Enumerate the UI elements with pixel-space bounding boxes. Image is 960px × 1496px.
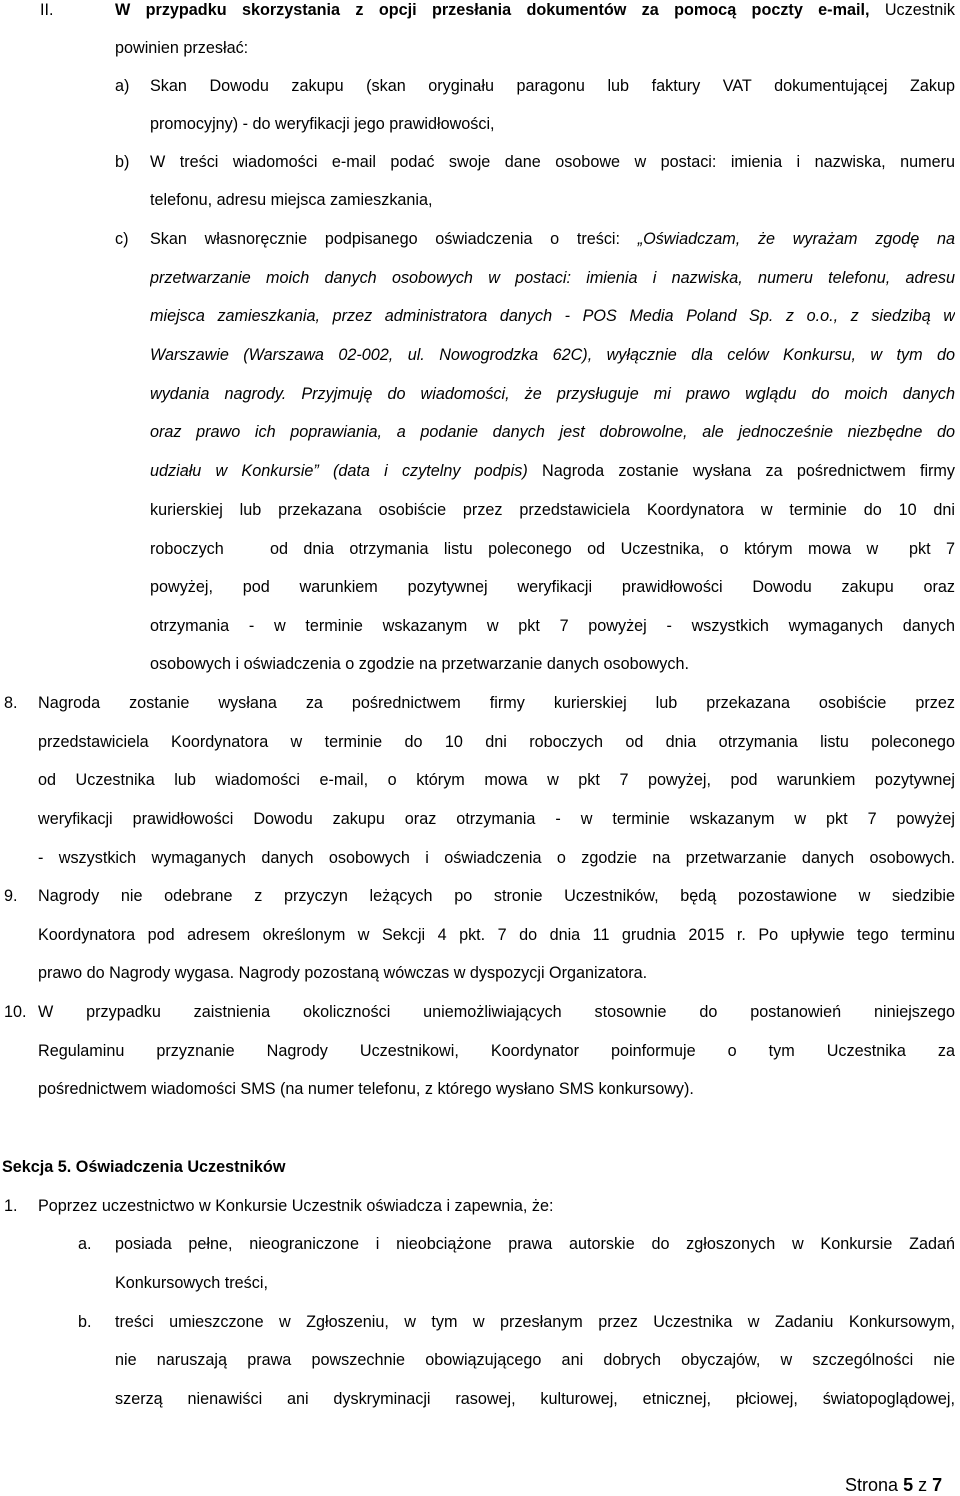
- item-label: 1.: [4, 1197, 18, 1215]
- italic-run: wydania nagrody.: [150, 385, 287, 403]
- paragraph-line: Regulaminu przyznanie Nagrody Uczestnikowi, Koordynator poinformuje o tym Uczestnika za: [38, 1042, 955, 1060]
- current-page: 5: [903, 1475, 914, 1495]
- paragraph-line: przedstawiciela Koordynatora w terminie do 10 dni roboczych od dnia otrzymania listu poleconego: [38, 733, 955, 751]
- paragraph-line: przetwarzanie moich danych osobowych w postaci: imienia i nazwiska, numeru telefonu, adresu: [150, 269, 955, 287]
- paragraph-line: roboczych od dnia otrzymania listu poleconego od Uczestnika, o którym mowa w pkt 7: [150, 540, 955, 558]
- paragraph-line: Koordynatora pod adresem określonym w Sekcji 4 pkt. 7 do dnia 11 grudnia 2015 r. Po upływie tego terminu: [38, 926, 955, 944]
- list-label: b): [115, 153, 130, 171]
- paragraph-line: - wszystkich wymaganych danych osobowych i oświadczenia o zgodzie na przetwarzanie danych osobowych.: [38, 849, 955, 867]
- paragraph-line: oraz prawo ich poprawiania, a podanie danych jest dobrowolne, ale jednocześnie niezbędne do: [150, 423, 955, 441]
- paragraph-line: od Uczestnika lub wiadomości e-mail, o którym mowa w pkt 7 powyżej, pod warunkiem pozytywnej: [38, 771, 955, 789]
- item-label: 8.: [4, 694, 18, 712]
- list-label: a.: [78, 1235, 92, 1253]
- paragraph-line: promocyjny) - do weryfikacji jego prawidłowości,: [150, 115, 495, 133]
- paragraph-line: posiada pełne, nieograniczone i nieobciążone prawa autorskie do zgłoszonych w Konkursie Zadań: [115, 1235, 955, 1253]
- paragraph-line: miejsca zamieszkania, przez administratora danych - POS Media Poland Sp. z o.o., z siedzibą w: [150, 307, 955, 325]
- paragraph-line: Warszawie (Warszawa 02-002, ul. Nowogrodzka 62C), wyłącznie dla celów Konkursu, w tym do: [150, 346, 955, 364]
- paragraph-line: osobowych i oświadczenia o zgodzie na przetwarzanie danych osobowych.: [150, 655, 689, 673]
- paragraph-line: W treści wiadomości e-mail podać swoje dane osobowe w postaci: imienia i nazwiska, numeru: [150, 153, 955, 171]
- paragraph-line: [150, 461, 955, 481]
- paragraph-line: nie naruszają prawa powszechnie obowiązującego ani dobrych obyczajów, w szczególności nie: [115, 1351, 955, 1369]
- italic-run: udziału w Konkursie” (data i czytelny podpis): [150, 462, 528, 480]
- paragraph-line: powyżej, pod warunkiem pozytywnej weryfikacji prawidłowości Dowodu zakupu oraz: [150, 578, 955, 596]
- list-label: b.: [78, 1313, 92, 1331]
- paragraph-line: [150, 229, 955, 249]
- list-label: a): [115, 77, 130, 95]
- page-number: [845, 1474, 942, 1496]
- paragraph-line: otrzymania - w terminie wskazanym w pkt 7 powyżej - wszystkich wymaganych danych: [150, 617, 955, 635]
- paragraph-line: weryfikacji prawidłowości Dowodu zakupu oraz otrzymania - w terminie wskazanym w pkt 7 powyżej: [38, 810, 955, 828]
- item-label: 10.: [4, 1003, 27, 1021]
- paragraph-line: [115, 0, 955, 20]
- text-run: Nagroda zostanie wysłana za pośrednictwem firmy: [542, 462, 955, 480]
- list-label: c): [115, 230, 129, 248]
- text-run: Skan własnoręcznie podpisanego oświadczenia o treści:: [150, 230, 621, 248]
- paragraph-line: Poprzez uczestnictwo w Konkursie Uczestnik oświadcza i zapewnia, że:: [38, 1197, 554, 1215]
- paragraph-line: kurierskiej lub przekazana osobiście przez przedstawiciela Koordynatora w terminie do 10 dni: [150, 501, 955, 519]
- paragraph-line: Nagroda zostanie wysłana za pośrednictwem firmy kurierskiej lub przekazana osobiście przez: [38, 694, 955, 712]
- paragraph-line: pośrednictwem wiadomości SMS (na numer telefonu, z którego wysłano SMS konkursowy).: [38, 1080, 694, 1098]
- paragraph-line: Nagrody nie odebrane z przyczyn leżących po stronie Uczestników, będą pozostawione w siedzibie: [38, 887, 955, 905]
- item-label: 9.: [4, 887, 18, 905]
- paragraph-line: Skan Dowodu zakupu (skan oryginału paragonu lub faktury VAT dokumentującej Zakup: [150, 77, 955, 95]
- page-prefix: Strona: [845, 1475, 899, 1495]
- total-pages: 7: [932, 1475, 943, 1495]
- page-separator: z: [918, 1475, 928, 1495]
- item-label: II.: [40, 1, 54, 19]
- paragraph-line: powinien przesłać:: [115, 39, 249, 57]
- paragraph-line: treści umieszczone w Zgłoszeniu, w tym w przesłanym przez Uczestnika w Zadaniu Konkursowym,: [115, 1313, 955, 1331]
- section-heading: Sekcja 5. Oświadczenia Uczestników: [2, 1158, 286, 1176]
- paragraph-line: [150, 384, 955, 404]
- italic-run: „Oświadczam, że wyrażam zgodę na: [637, 230, 955, 248]
- paragraph-line: W przypadku zaistnienia okoliczności uniemożliwiających stosownie do postanowień niniejszego: [38, 1003, 955, 1021]
- paragraph-line: prawo do Nagrody wygasa. Nagrody pozostaną wówczas w dyspozycji Organizatora.: [38, 964, 648, 982]
- paragraph-line: telefonu, adresu miejsca zamieszkania,: [150, 191, 433, 209]
- italic-run: Przyjmuję do wiadomości, że przysługuje mi prawo wglądu do moich danych: [301, 385, 955, 403]
- paragraph-line: szerzą nienawiści ani dyskryminacji rasowej, kulturowej, etnicznej, płciowej, światopoglądowej,: [115, 1390, 955, 1408]
- paragraph-line: Konkursowych treści,: [115, 1274, 268, 1292]
- text-run: Uczestnik: [884, 1, 955, 19]
- bold-lead: W przypadku skorzystania z opcji przesłania dokumentów za pomocą poczty e-mail,: [115, 1, 870, 19]
